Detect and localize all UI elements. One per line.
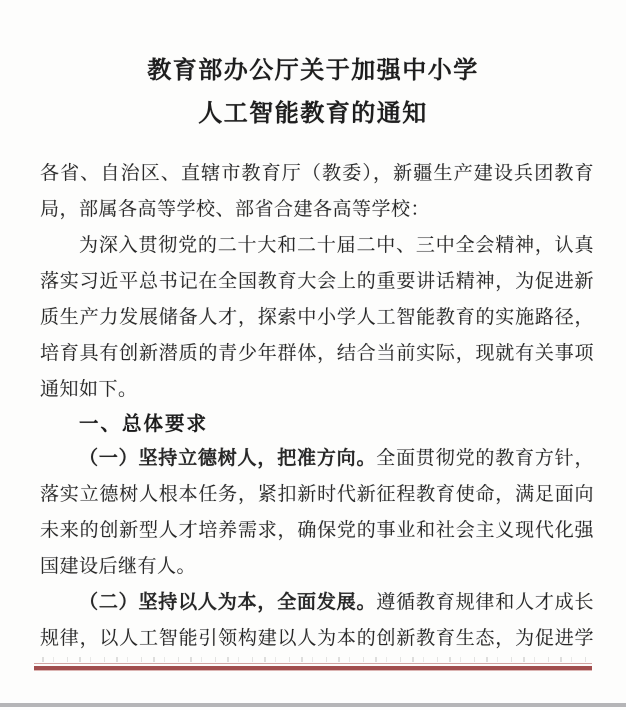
text-segment: 质生产力发展储备人才，探索中小学人工智能教育的实施路径，: [40, 306, 594, 328]
text-segment: 落实习近平总书记在全国教育大会上的重要讲话精神，为促进新: [40, 270, 594, 292]
document-title: [0, 0, 626, 134]
text-segment: 各省、自治区、直辖市教育厅（教委），新疆生产建设兵团教育: [40, 162, 594, 184]
red-divider: [34, 663, 592, 670]
text-line: [40, 155, 594, 191]
document-lines: [40, 155, 594, 656]
text-line: [40, 371, 594, 407]
text-segment: 通知如下。: [40, 378, 138, 400]
text-segment: 一、总体要求: [79, 412, 209, 435]
text-line: [40, 335, 594, 371]
text-segment: 培育具有创新潜质的青少年群体，结合当前实际，现就有关事项: [40, 342, 594, 364]
page-bottom-edge-bar: [0, 703, 626, 707]
text-segment: 全面贯彻党的教育方针，: [376, 447, 594, 469]
text-line: [40, 548, 594, 584]
text-segment: 遵循教育规律和人才成长: [376, 591, 594, 613]
text-line: [40, 512, 594, 548]
section-heading: [40, 407, 594, 440]
text-segment: 局，部属各高等学校、部省合建各高等学校：: [40, 198, 431, 220]
text-segment: 落实立德树人根本任务，紧扣新时代新征程教育使命，满足面向: [40, 483, 594, 505]
emphasized-text-segment: （二）坚持以人为本，全面发展。: [79, 591, 377, 613]
emphasized-text-segment: （一）坚持立德树人，把准方向。: [79, 447, 377, 469]
text-segment: 未来的创新型人才培养需求，确保党的事业和社会主义现代化强: [40, 519, 594, 541]
text-line: [40, 584, 594, 620]
text-line: [40, 299, 594, 335]
text-line: [40, 227, 594, 263]
text-line: [40, 476, 594, 512]
text-line: [40, 263, 594, 299]
text-line: [40, 440, 594, 476]
title-line-1: 教育部办公厅关于加强中小学: [147, 55, 479, 84]
text-segment: 国建设后继有人。: [40, 555, 197, 577]
text-segment: 规律，以人工智能引领构建以人为本的创新教育生态，为促进学: [40, 627, 594, 649]
text-line: [40, 620, 594, 656]
text-segment: 为深入贯彻党的二十大和二十届二中、三中全会精神，认真: [79, 234, 594, 256]
text-line: [40, 191, 594, 227]
title-line-2: 人工智能教育的通知: [198, 98, 428, 127]
red-divider-thick-line: [34, 666, 592, 670]
clipped-text-artifact: [42, 657, 586, 662]
